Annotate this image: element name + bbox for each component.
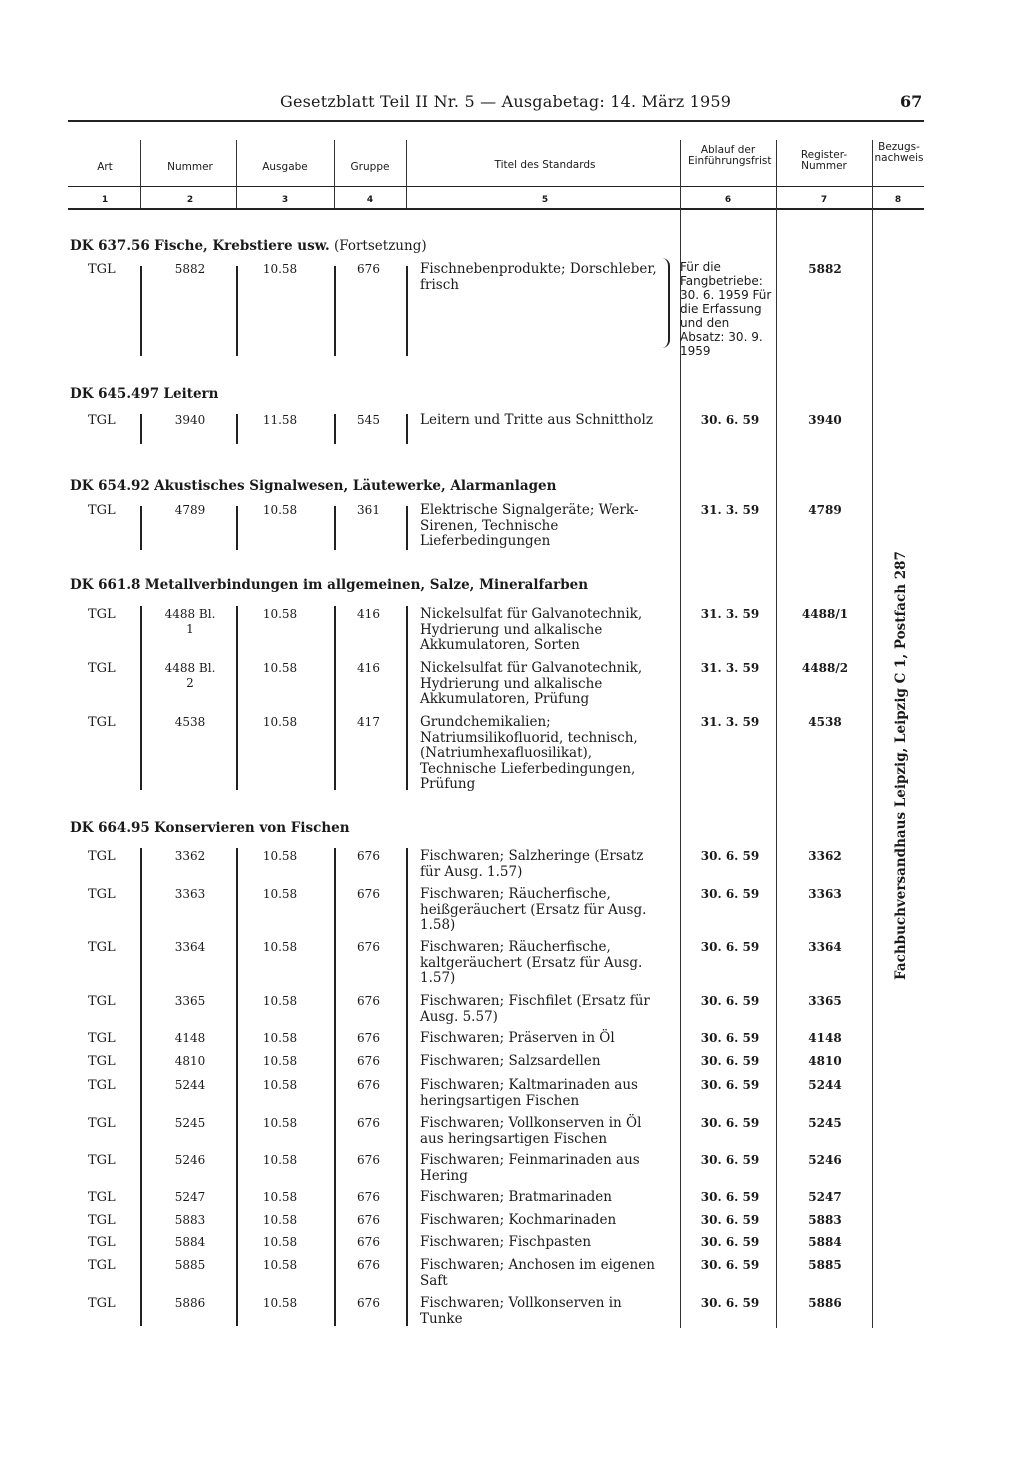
row-bar <box>334 606 336 790</box>
col-num: 4 <box>366 195 374 205</box>
row-bar <box>140 414 142 444</box>
col-header-ausgabe: Ausgabe <box>262 161 308 173</box>
col-header-titel: Titel des Standards <box>494 159 596 171</box>
side-note: Fachbuchversandhaus Leipzig, Leipzig C 1, Postfach 287 <box>893 551 909 980</box>
column-divider <box>872 140 873 208</box>
row-bar <box>140 606 142 790</box>
column-divider <box>680 208 681 1328</box>
row-bar <box>140 848 142 1326</box>
header-bottom-rule <box>68 186 924 187</box>
section-heading: DK 637.56 Fische, Krebstiere usw. (Fortsetzung) <box>70 238 427 254</box>
row-bar <box>236 414 238 444</box>
col-num: 5 <box>541 195 549 205</box>
col-header-nummer: Nummer <box>167 161 213 173</box>
section-heading: DK 661.8 Metallverbindungen im allgemeinen, Salze, Mineralfarben <box>70 577 589 593</box>
column-divider <box>680 140 681 208</box>
row-bar <box>236 266 238 356</box>
page-number: 67 <box>900 92 923 111</box>
col-num: 2 <box>186 195 194 205</box>
row-bar <box>334 414 336 444</box>
column-divider <box>334 140 335 208</box>
row-bar <box>334 848 336 1326</box>
section-heading: DK 645.497 Leitern <box>70 386 219 402</box>
row-bar <box>406 414 408 444</box>
row-bar <box>236 506 238 550</box>
col-header-bezug: Bezugs-nachweis <box>874 141 924 164</box>
col-header-frist: Ablauf der Einführungsfrist <box>688 144 772 167</box>
page-header: Gesetzblatt Teil II Nr. 5 — Ausgabetag: 14. März 1959 <box>280 92 732 111</box>
row-bar <box>236 848 238 1326</box>
col-header-register: Register-Nummer <box>800 149 848 172</box>
number-row-rule <box>68 208 924 210</box>
column-divider <box>776 140 777 208</box>
col-header-art: Art <box>97 161 113 173</box>
col-num: 1 <box>101 195 109 205</box>
row-bar <box>406 606 408 790</box>
row-bar <box>236 606 238 790</box>
row-bar <box>406 266 408 356</box>
row-bar <box>406 506 408 550</box>
row-bar <box>334 506 336 550</box>
row-bar <box>334 266 336 356</box>
col-num: 8 <box>894 195 902 205</box>
row-bar <box>406 848 408 1326</box>
col-header-gruppe: Gruppe <box>350 161 390 173</box>
column-divider <box>776 208 777 1328</box>
row-bar <box>140 506 142 550</box>
column-divider <box>236 140 237 208</box>
top-rule <box>68 120 924 122</box>
col-num: 7 <box>820 195 828 205</box>
column-divider <box>140 140 141 208</box>
col-num: 6 <box>724 195 732 205</box>
brace <box>660 258 670 348</box>
row-bar <box>140 266 142 356</box>
section-heading: DK 664.95 Konservieren von Fischen <box>70 820 350 836</box>
frist-note: Für die Fangbetriebe: 30. 6. 1959 Für die Erfassung und den Absatz: 30. 9. 1959 <box>680 260 772 358</box>
column-divider <box>872 208 873 1328</box>
col-num: 3 <box>281 195 289 205</box>
section-heading: DK 654.92 Akustisches Signalwesen, Läutewerke, Alarmanlagen <box>70 478 557 494</box>
column-divider <box>406 140 407 208</box>
